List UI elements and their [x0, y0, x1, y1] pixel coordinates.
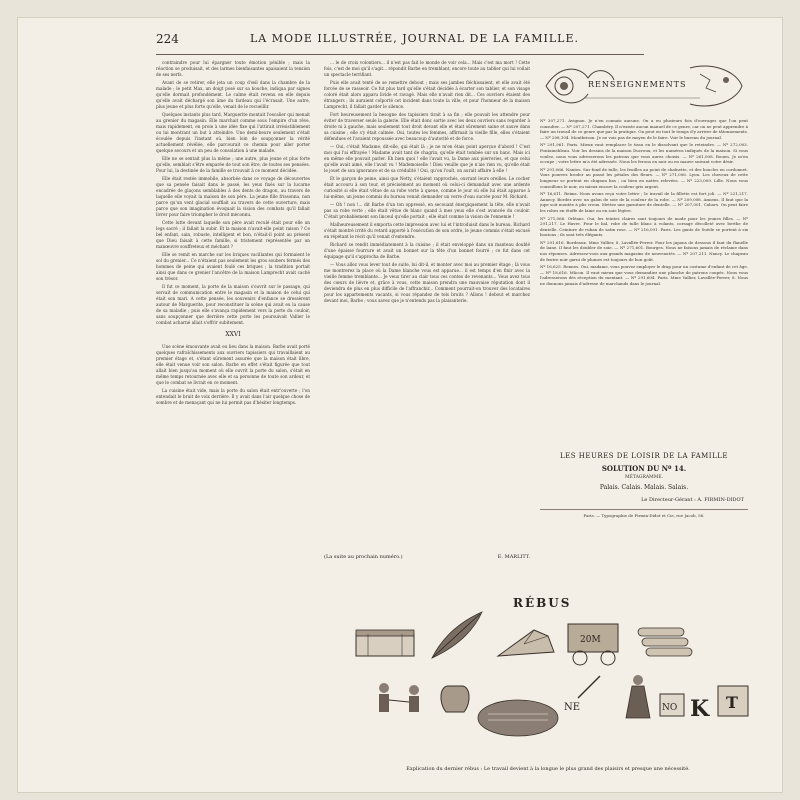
paragraph: Fort heureusement la besogne des tapissiers tirait à sa fin ; elle pouvait les attendre pour éviter de traverser seule la galerie. Elle était donc sortie avec les deux ouvriers sans regarder à droite ni à gauche, mais seulement tout droit devant elle et était sûrement saine et sauve dans sa cuisine ; elle s'y était calmée. Oui, toutes les femmes, affirmait la vieille fille, elles s'étaient défendues et l'avaient repoussée avec beaucoup d'autorité et de force. — [324, 112, 530, 141]
paragraph: Elle était restée immobile, absorbée dans ce voyage de découvertes que sa pensée faisait dans le passé, les yeux fixés sur la lucarne encadrée de glaçons semblables à des dents de dragon, au travers de laquelle elle voyait la maison de son père. La jeune fille frissonna, non parce qu'un vent glacial soufflait au travers de cette ouverture, mais parce que son imagination évoquait la vision des combats qu'il fallait livrer pour faire triompher le droit méconnu. — [156, 176, 310, 217]
newspaper-page — [18, 18, 782, 792]
header-rule — [156, 54, 644, 55]
metagramme-label: MÉTAGRAMME. — [624, 475, 664, 480]
paragraph: Nº 291,961. Paris. Mieux vaut remplacer le tissu en le dissolvant que le reteindre. — Nº 272,003. Fontainebleau. Voir les dessins de la maison Ducreux, et les numéros indiqués de la maison. Si vous voulez, nous vous adresserons les patrons que vous aurez choisis. — Nº 261,008. Rouen. Je m'en occupe ; votre lettre m'a été adressée. Nous les ferons en noir ou en mauve suivant votre désir. — [540, 142, 748, 165]
rebus-men-icon — [379, 683, 419, 712]
paragraph: Nº 16,611. Reims. Nous avons reçu votre lettre ; le travail de la fillette est fort joli. — Nº 221,217. Annecy. Bordez avec un galon de soie de la couleur de la robe. — Nº 209,008. Amiens. Il faut que la jupe soit montée à plis creux. Mettez une garniture de dentelle. — Nº 207,001. Cahors. On peut faire les robes en étoffe de laine ou en soie légère. — [540, 191, 748, 213]
paragraph: Il fut ce moment, la porte de la maison s'ouvrit sur le passage, qui servait de communication entre le magasin et la maison de celui qui était son mari. A cette pensée, les souvenirs d'enfance se dressèrent autour de Marguerite, pour reconstituer la scène qui avait eu la cause de sa maladie ; puis elle s'avança rapidement vers la porte du couloir, sans soupçonner que derrière cette porte les poursuivait Vallier le combat acharné allait s'offrir subitement. — [156, 284, 310, 325]
paragraph: Cette lutte devant laquelle son père avait reculé était pour elle un legs sacré ; il fallait la subir. Et la maison n'avait-elle point raison ? Ce bel enfant, sain, robuste, intelligent et bon, n'était-il point au présent que Dieu faisait à cette famille, si tristement représentée par un manœuvre souffreteux et méchant ? — [156, 220, 310, 249]
paragraph: contraindre pour lui épargner toute émotion pénible ; mais la réaction se produisait, et des larmes bienfaisantes apaisaient la tension de ses nerfs. — [156, 60, 310, 77]
continuation-line — [324, 550, 530, 560]
rebus-fan-icon — [498, 630, 554, 656]
rebus-woman-icon — [626, 675, 650, 718]
rebus-ne-icon — [564, 676, 600, 713]
paragraph: Nº 291,616. Bordeaux. Mme Vallier, 8, Lavallée-Ferrer. Pour les jupons de dessous il faut du flanelle de laine. Il faut les doubler de soie. — Nº 271,601. Bourges. Nous ne faisons jamais de réclame dans nos réponses. Adressez-vous aux grands magasins de nouveautés. — Nº 207,211. Nancy. Le chapeau de feutre noir garni de plumes est toujours de bon goût. — [540, 239, 748, 262]
svg-text:20M: 20M — [580, 635, 601, 645]
paragraph: — Oh ! non !... dit Barbe d'un ton oppressé, en secouant énergiquement la tête, elle n'avait pas sa robe verte ; elle était vêtue de blanc quand à mes yeux elle s'est avancée du couloir. C'était probablement son linceul qu'elle portait ; elle était comme la vision de l'ennemie ! — [324, 202, 530, 219]
paragraph: Quelques instants plus tard, Marguerite montait l'escalier qui menait au grenier du magasin. Elle marchait comme sous l'empire d'un rêve, mais rapidement, en proie à une idée fixe qui l'attirait irrésistiblement ou lui montrant un but à atteindre. Une demi-heure seulement s'était écoulée depuis l'instant où, bien loin de soupçonner la vérité actuellement révélée, elle parcourait ce chemin pour aller porter quelque secours et un peu de consolation à une malade. — [156, 112, 310, 153]
solution-answer: Palais. Calais. Malais. Salais. — [599, 484, 689, 491]
loisir-section — [540, 452, 748, 518]
rebus-jar-icon — [441, 686, 469, 712]
paragraph: Une scène émouvante avait eu lieu dans la maison. Barbe avait porté quelques rafraîchissements aux ouvriers tapissiers qui travaillaient au premier étage et, s'étant sûrement assurée que la maison était libre, elle était venue voir son salon. Barbe en effet s'était figurée que tout allait bien jusqu'au moment où elle ouvrit la porte du salon, s'était en même temps retournée avec elle et sa personne de toute son ardeur, et que le combat se livrait en ce moment. — [156, 344, 310, 385]
paragraph: ... le de croix volontiers... il n'est pas fait le monde de voir cela... Mais c'est ma mort ! Cette fois, c'est de moi qu'il s'agit... répondit Barbe en tremblant, encore toute au tablier qui lui voilait un spectacle terrifiant. — [324, 60, 530, 77]
signature — [324, 554, 530, 560]
paragraph: Nº 271,066. Orléans. Oui, les teintes claires sont toujours de mode pour les jeunes filles. — Nº 291,217. Le Havre. Pour le bal, robe de tulle blanc à volants, corsage décolleté avec berthe de dentelle. Ceinture de ruban de satin rose. — Nº 216,091. Paris. Les gants de Suède se portent à six boutons ; ils sont très élégants. — [540, 215, 748, 238]
to-be-continued: (La suite au prochain numéro.) — [324, 554, 403, 560]
paragraph: Nº 16,625. Rennes. Oui, madame, vous pouvez employer le drap pour un costume d'enfant de cet âge. — Nº 18,616. Mâcon. Il vaut mieux que vous demandiez une planche de patrons coupés. Nous vous l'adresserons dès réception du montant. — Nº 291,604. Paris. Mme Vallier, Lavallée-Ferrer, 8. Nous ne donnons jamais d'adresse de marchands dans le journal. — [540, 264, 748, 287]
rebus-feather-icon — [432, 612, 482, 658]
rebus-cart-icon — [568, 624, 618, 665]
paragraph: Malheureusement il emporta cette impression avec lui et l'introduisit dans le bureau. Richard s'était montré irrité du retard apporté à l'exécution de son ordre, le jeune commis s'était excusé en répétant le récit qu'il venait d'entendre. — [324, 222, 530, 239]
rebus-rolls-icon — [638, 628, 692, 656]
rebus-letter: T — [726, 693, 738, 712]
rebus-t-icon — [718, 686, 748, 716]
paragraph: Nº 291,066. Nantes. Sur fond de tulle, les feuilles au point de chaînette, et des boucles en cordonnet. Vous pourrez broder au passé les pétales des fleurs. — Nº 271,006. Lyon. Les cheveux de cette longueur se portent en chignon bas ; ou bien en nattes relevées. — Nº 223,009. Lille. Nous vous conseillons le noir, ou mieux encore la couleur gris argent. — [540, 166, 748, 189]
director-line: Le Directeur-Gérant : A. FIRMIN-DIDOT — [641, 497, 744, 503]
page-number: 224 — [156, 32, 179, 46]
solution-heading: SOLUTION DU Nº 14. — [601, 464, 687, 473]
rebus-caption: Explication du dernier rébus : Le travail devient à la longue le plus grand des plaisirs et presque une nécessité. — [406, 766, 690, 772]
renseignements-text — [540, 118, 748, 448]
loisir-title: LES HEURES DE LOISIR DE LA FAMILLE — [560, 452, 728, 460]
paragraph: Elle se remit en marche sur les briques vacillantes qui formaient le sol du grenier... Ce n'étaient pas seulement les gros soubers fermés des hommes de peine qui avaient foulé ces briques ; la tradition portait ainsi que dans ce grenier l'ancêtre de la maison Lamprecht avait caché son trésor. — [156, 252, 310, 281]
rebus-letter: NO — [662, 703, 678, 713]
journal-title: LA MODE ILLUSTRÉE, JOURNAL DE LA FAMILLE. — [250, 32, 580, 45]
paragraph: — Vous allez vous lever tout de suite, lui dit-il, et monter avec moi au premier étage ; là vous me montrerez la place où la Dame blanche vous est apparue... il est temps d'en finir avec la vieille femme tremblante... Je veux tirer au clair tous ces contes de revenants... Vous avez tous des cœurs de lièvre et, grâce à vous, cette maison prendra une mauvaise réputation dont il deviendra de plus en plus difficile de l'affranchir... Comment pourrait-on trouver des locataires pour les appartements vacants, si vous répandez de tels bruits ? Allons ! debout et marchez devant moi, Barbe ; vous savez que je n'entends pas la plaisanterie. — [324, 262, 530, 303]
chapter-heading: XXVI — [225, 331, 241, 338]
column-1 — [156, 60, 310, 760]
renseignements-title: RENSEIGNEMENTS — [588, 80, 687, 89]
paragraph: Elle ne se sentait plus la même ; une autre, plus jeune et plus forte qu'elle, semblait s'être emparée de tout son être, de toutes ses pensées. Pour lui, la destinée de la famille se trouvait à ce moment décidée. — [156, 156, 310, 173]
author: E. MARLITT. — [497, 554, 530, 560]
rebus-k-icon — [690, 696, 710, 722]
paragraph: La cuisine était vide, mais la porte du salon était entr'ouverte ; l'on entendait le bruit de voix derrière. Il y avait dans l'air quelque chose de sombre et de menaçant qui ne lui permit pas d'hésiter longtemps. — [156, 388, 310, 405]
rebus-field-icon — [478, 700, 558, 736]
rebus-trunk-icon — [356, 630, 414, 656]
rebus-letter: K — [690, 696, 710, 722]
paragraph: Nº 307,271. Avignon. Je n'en connais aucune. On a eu plusieurs fois d'ouvrages que l'on peut consulter. — Nº 207,271. Chambéry. Il n'existe aucun manuel de ce genre, car on ne peut apprendre à faire un travail de ce genre que par la pratique. On peut en tout le temps d'y arriver de tâtonnements. — Nº 208,104. Montbrison. Je ne vois pas de moyen de le faire. Voir le bureau du journal. — [540, 118, 748, 140]
rebus-title: RÉBUS — [513, 596, 572, 610]
page-header — [18, 18, 782, 56]
rebus-no-sign-icon — [660, 694, 684, 716]
paragraph: Richard se rendit immédiatement à la cuisine ; il était enveloppé dans un manteau doublé d'une épaisse fourrure et avait un bonnet sur la tête d'un bonnet fourré ; ce fut dans cet équipage qu'il s'approcha de Barbe. — [324, 242, 530, 259]
paragraph: Et le garçon de peine, ainsi que Netty, s'étaient rapprochés, ouvrant leurs oreilles. Le cocher était accouru à son tour, et précisément au moment où celui-ci demandait avec une ardente curiosité si elle était vêtue de sa robe verte à queue, comme le jour où elle lui était apparue à lui-même, un jeune commis du bureau venait demander un verre d'eau sucrée pour M. Richard. — [324, 176, 530, 199]
renseignements-banner — [540, 60, 748, 112]
paragraph: — Oui, c'était Madame, dit-elle, qui était là ; je ne m'en étais point aperçue d'abord ! C'est moi qui l'ai effrayée ! Madame avait tant de chagrin, qu'elle était tombée sur un banc. Mais ici en même elle pouvait parler. Eh bien quoi ! elle l'avait vu, la Dame aux pierreries, et que celui qu'elle avait aimé, elle l'avait vu ! Mademoiselle ! Dieu veuille que je n'aie rien vu, qu'elle était le jouet de son ignorance et de sa crédulité ! Oui, qu'on l'ouït, on aurait affaire à elle ! — [324, 144, 530, 173]
paragraph: Puis elle avait tenté de se remettre debout ; mais ses jambes fléchissaient, et elle avait été forcée de se rasseoir. Ce fut plus tard qu'elle s'était décidée à écarter son tablier, et son visage coloré était alors apparu livide et ravagé. Mais elle n'avait rien dit... Ces ouvriers étaient des étrangers ; ils auraient colporté cet incident dans toute la ville, et pour l'honneur de la maison Lamprecht, il fallait garder le silence. — [324, 80, 530, 109]
printer-line: Paris. — Typographie de Firmin-Didot et Cie, rue Jacob, 56. — [540, 509, 748, 518]
paragraph: Avant de se retirer, elle jeta un coup d'œil dans la chambre de la malade ; le petit Max, un doigt posé sur sa bouche, indiqua par signes qu'elle dormait profondément. Le calme était revenu en elle depuis qu'elle avait déchargé son âme du fardeau qui l'écrasait. Une autre, plus jeune et plus forte qu'elle, venait de le recueillir. — [156, 80, 310, 109]
rebus-letter: NE — [564, 702, 581, 713]
rebus-illustration — [348, 606, 768, 766]
column-2 — [324, 60, 530, 560]
